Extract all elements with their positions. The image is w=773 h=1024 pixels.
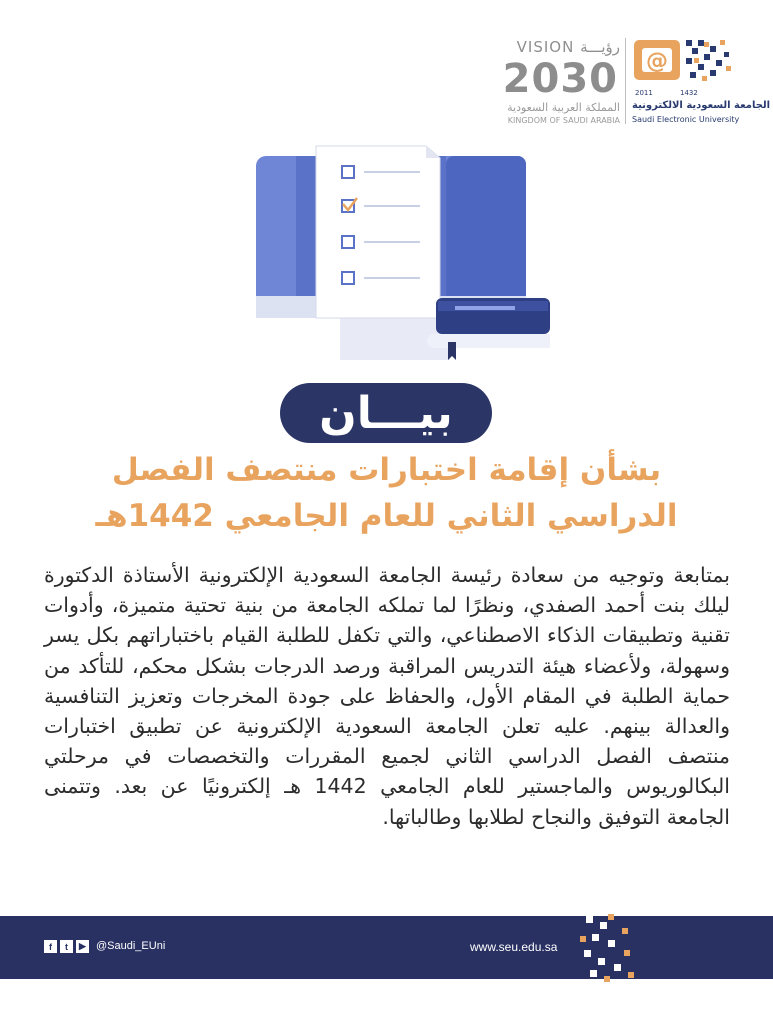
title-line-1: بشأن إقامة اختبارات منتصف الفصل bbox=[111, 452, 662, 488]
seu-emblem-icon bbox=[632, 34, 750, 90]
youtube-icon[interactable]: ▶ bbox=[76, 940, 89, 953]
website-link[interactable]: www.seu.edu.sa bbox=[470, 940, 558, 954]
vision-kingdom-ar: المملكة العربية السعودية bbox=[507, 101, 620, 114]
exam-monitor-illustration bbox=[250, 138, 550, 370]
vision-title: VISION رؤيـــة bbox=[516, 38, 620, 56]
twitter-icon[interactable]: t bbox=[60, 940, 73, 953]
vision-2030-logo bbox=[490, 38, 620, 128]
seu-name-ar: الجامعة السعودية الالكترونية bbox=[632, 100, 771, 111]
seu-year-gregorian: 2011 bbox=[635, 89, 653, 97]
title-line-2: الدراسي الثاني للعام الجامعي 1442هـ bbox=[95, 498, 678, 534]
announcement-body: بمتابعة وتوجيه من سعادة رئيسة الجامعة السعودية الإلكترونية الأستاذة الدكتورة ليلك بنت أحمد الصفدي، ونظرًا لما تملكه الجامعة من بنية تحتية متميزة، وأدوات تقنية وتطبيقات الذكاء الاصطناعي، والتي تكفل للطلبة القيام باختباراتهم بكل يسر وسهولة، ولأعضاء هيئة التدريس المراقبة ورصد الدرجات بشكل محكم، للتأكد من حماية الطلبة في المقام الأول، والحفاظ على جودة المخرجات وتعزيز التنافسية والعدالة بينهم. عليه تعلن الجامعة السعودية الإلكترونية عن تطبيق اختبارات منتصف الفصل الدراسي الثاني لجميع المقررات والتخصصات في مرحلتي البكالوريوس والماجستير للعام الجامعي 1442 هـ إلكترونيًا عن بعد. وتتمنى الجامعة التوفيق والنجاح لطلابها وطالباتها. bbox=[44, 563, 730, 829]
vision-year: 2030 bbox=[502, 56, 618, 102]
social-icons bbox=[44, 940, 89, 953]
pixel-pattern-icon bbox=[578, 906, 640, 986]
vision-kingdom-en: KINGDOM OF SAUDI ARABIA bbox=[507, 116, 620, 125]
footer-bar bbox=[0, 916, 773, 979]
header-logos bbox=[480, 32, 771, 128]
seu-name-en: Saudi Electronic University bbox=[632, 115, 740, 124]
social-handle[interactable]: @Saudi_EUni bbox=[96, 940, 166, 952]
logo-divider bbox=[625, 38, 626, 124]
seu-logo bbox=[632, 34, 771, 128]
facebook-icon[interactable]: f bbox=[44, 940, 57, 953]
announcement-badge: بيـــان bbox=[280, 383, 492, 443]
seu-year-hijri: 1432 bbox=[680, 89, 698, 97]
svg-text:@: @ bbox=[646, 49, 668, 74]
